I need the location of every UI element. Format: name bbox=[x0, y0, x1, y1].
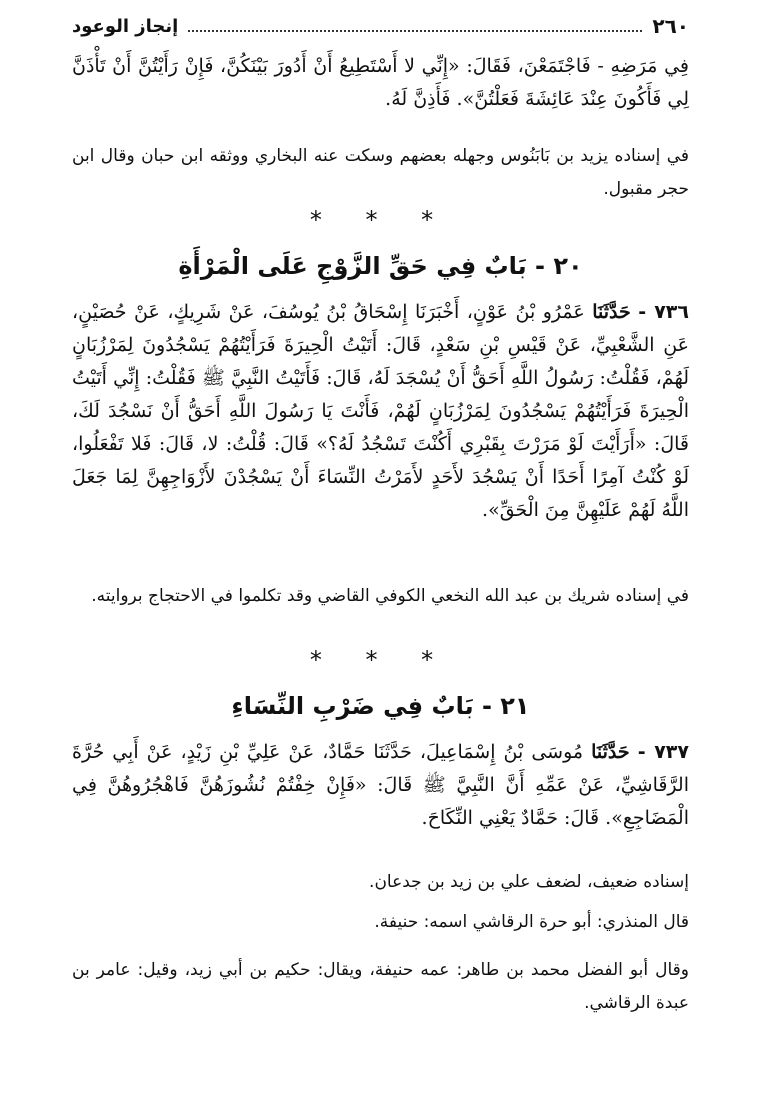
header-title: إنجاز الوعود bbox=[72, 15, 179, 37]
note-737-b: قال المنذري: أبو حرة الرقاشي اسمه: حنيفة. bbox=[374, 912, 689, 932]
page-number: ٢٦٠ bbox=[652, 14, 689, 38]
hadith-736-text: عَمْرُو بْنُ عَوْنٍ، أَخْبَرَنَا إِسْحَاقُ بْنُ يُوسُفَ، عَنْ شَرِيكٍ، عَنْ حُصَيْنٍ، عَنِ الشَّعْبِيِّ، عَنْ قَيْسِ بْنِ سَعْدٍ، قَالَ: أَتَيْتُ الْحِيرَةَ فَرَأَيْتُهُمْ يَسْجُدُونَ لِمَرْزُبَانٍ لَهُمْ، فَقُلْتُ: رَسُولُ اللَّهِ أَحَقُّ أَنْ يُسْجَدَ لَهُ، قَالَ: فَأَتَيْتُ النَّبِيَّ ﷺ فَقُلْتُ: إِنِّي أَتَيْتُ الْحِيرَةَ فَرَأَيْتُهُمْ يَسْجُدُونَ لِمَرْزُبَانٍ لَهُمْ، فَأَنْتَ يَا رَسُولَ اللَّهِ أَحَقُّ أَنْ نَسْجُدَ لَكَ، قَالَ: «أَرَأَيْتَ لَوْ مَرَرْتَ بِقَبْرِي أَكُنْتَ تَسْجُدُ لَهُ؟» قَالَ: قُلْتُ: لا، قَالَ: فَلا تَفْعَلُوا، لَوْ كُنْتُ آمِرًا أَحَدًا أَنْ يَسْجُدَ لأَحَدٍ لأَمَرْتُ النِّسَاءَ أَنْ يَسْجُدْنَ لأَزْوَاجِهِنَّ لِمَا جَعَلَ اللَّهُ لَهُمْ عَلَيْهِنَّ مِنَ الْحَقِّ». bbox=[72, 301, 689, 521]
chapter-heading-21: ٢١ - بَابٌ فِي ضَرْبِ النِّسَاءِ bbox=[231, 692, 530, 720]
hadith-737-text: مُوسَى بْنُ إِسْمَاعِيلَ، حَدَّثَنَا حَمَّادٌ، عَنْ عَلِيِّ بْنِ زَيْدٍ، عَنْ أَبِي حُرَّةَ الرَّقَاشِيِّ، عَنْ عَمِّهِ أَنَّ النَّبِيَّ ﷺ قَالَ: «فَإِنْ خِفْتُمْ نُشُوزَهُنَّ فَاهْجُرُوهُنَّ فِي الْمَضَاجِعِ». قَالَ: حَمَّادٌ يَعْنِي النِّكَاحَ. bbox=[72, 741, 689, 829]
header-dotted-leader bbox=[188, 20, 642, 32]
hadith-736 bbox=[72, 296, 689, 527]
hadith-736-number: ٧٣٦ - bbox=[638, 301, 689, 323]
note-737-c: وقال أبو الفضل محمد بن طاهر: عمه حنيفة، ويقال: حكيم بن أبي زيد، وقيل: عامر بن عبدة الرقاشي. bbox=[72, 960, 689, 1013]
intro-hadith-text: فِي مَرَضِهِ - فَاجْتَمَعْنَ، فَقَالَ: «إِنِّي لا أَسْتَطِيعُ أَنْ أَدُورَ بَيْنَكُنَّ، فَإِنْ رَأَيْتُنَّ أَنْ تَأْذَنَّ لِي فَأَكُونَ عِنْدَ عَائِشَةَ فَعَلْتُنَّ». فَأَذِنَّ لَهُ. bbox=[72, 55, 689, 110]
section-separator-2: * * * bbox=[309, 646, 452, 674]
chapter-heading-20: ٢٠ - بَابٌ فِي حَقِّ الزَّوْجِ عَلَى الْمَرْأَةِ bbox=[178, 252, 583, 280]
intro-note: في إسناده يزيد بن بَابَنُوس وجهله بعضهم وسكت عنه البخاري ووثقه ابن حبان وقال ابن حجر مقبول. bbox=[72, 146, 689, 199]
hadith-737-number: ٧٣٧ - bbox=[637, 741, 689, 763]
note-736: في إسناده شريك بن عبد الله النخعي الكوفي القاضي وقد تكلموا في الاحتجاج بروايته. bbox=[91, 586, 689, 606]
section-separator-1: * * * bbox=[309, 206, 452, 234]
hadith-737 bbox=[72, 736, 689, 835]
page-header bbox=[72, 10, 689, 42]
note-737-a: إسناده ضعيف، لضعف علي بن زيد بن جدعان. bbox=[369, 872, 689, 892]
hadith-736-lead: حَدَّثَنَا bbox=[592, 301, 631, 323]
hadith-737-lead: حَدَّثَنَا bbox=[591, 741, 630, 763]
